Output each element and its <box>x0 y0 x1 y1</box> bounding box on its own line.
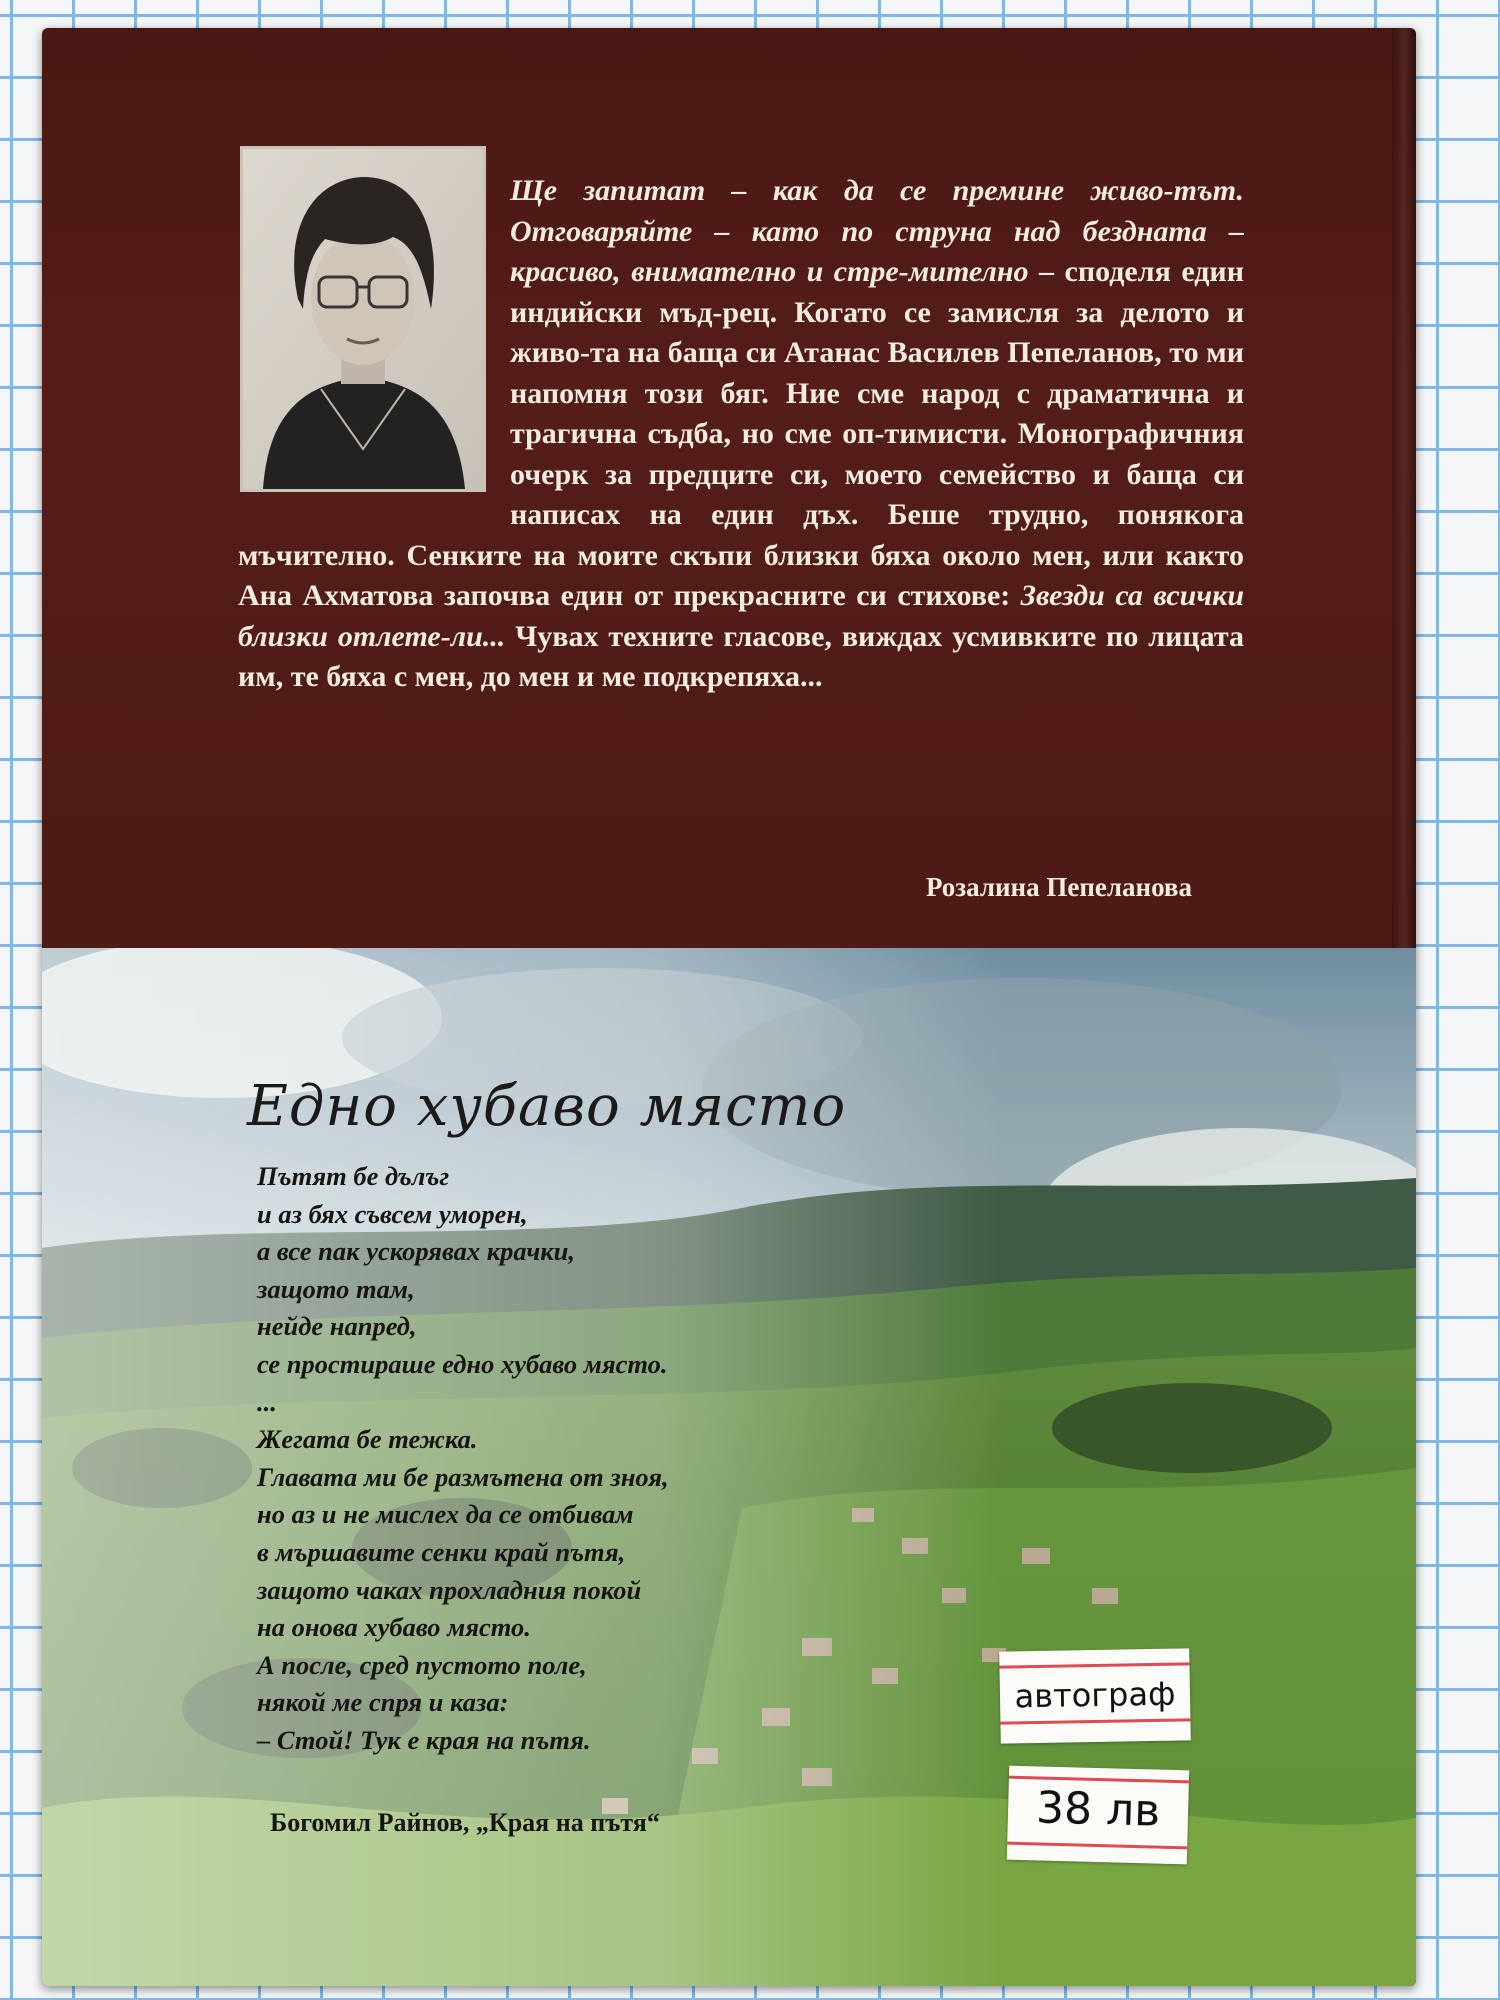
poem-line: се простираше едно хубаво място. <box>257 1348 668 1379</box>
quote-author: Розалина Пепеланова <box>925 872 1192 902</box>
poem-line: а все пак ускорявах крачки, <box>257 1236 576 1267</box>
sticker-red-line <box>999 1662 1189 1668</box>
poem-line: – Стой! Тук е края на пътя. <box>257 1724 591 1755</box>
poem-line: А после, сред пустото поле, <box>257 1649 587 1680</box>
poem-line: Главата ми бе размътена от зноя, <box>257 1461 669 1492</box>
poem-line: ... <box>257 1386 277 1417</box>
poem-line: и аз бях съвсем уморен, <box>257 1198 528 1229</box>
poem-line: на онова хубаво място. <box>257 1612 531 1643</box>
poem-line: в мършавите сенки край пътя, <box>257 1536 626 1567</box>
autograph-label: автограф <box>1014 1674 1176 1716</box>
quote-paragraph <box>238 171 1244 698</box>
cover-top-panel <box>42 28 1416 948</box>
poem-line: но аз и не мислех да се отбивам <box>257 1499 634 1530</box>
quote-italic-part: Ще запитат – как да се премине живо-тът. Отговаряйте – като по струна над бездната – красиво, внимателно и стре-мително <box>510 174 1244 288</box>
poem-line: защото чаках прохладния покой <box>257 1574 642 1605</box>
poem-title: Едно хубаво място <box>247 1074 847 1139</box>
poem-line: някой ме спря и каза: <box>257 1687 509 1718</box>
autograph-sticker <box>999 1648 1191 1743</box>
poem-credit: Богомил Райнов, „Края на пътя“ <box>270 1808 660 1837</box>
book-back-cover <box>42 28 1416 1986</box>
quote-text-ending: Чувах техните гласове, виждах усмивките по лицата им, те бяха с мен, до мен и ме подкрепяха... <box>238 619 1245 693</box>
poem-line: защото там, <box>257 1273 415 1304</box>
poem-text <box>257 1158 937 1760</box>
sticker-red-line <box>1007 1842 1187 1850</box>
sticker-red-line <box>1000 1718 1190 1724</box>
quote-poem-citation: Звезди са всички близки отлете-ли... <box>238 579 1245 653</box>
quote-text-part: – споделя един индийски мъд-рец. Когато се замисля за делото и живо-та на баща си Атанас Василев Пепеланов, то ми напомня този бяг. Ние сме народ с драматична и трагична съдба, но сме оп-тимисти. Монографичния очерк за предците си, моето семейство и баща си написах на един дъх. Беше трудно, понякога мъчително. Сенките на моите скъпи близки бяха около мен, или както Ана Ахматова започва един от прекрасните си стихове: <box>238 255 1244 612</box>
price-label: 38 лв <box>1035 1782 1161 1837</box>
poem-line: нейде напред, <box>257 1311 417 1342</box>
poem-line: Жегата бе тежка. <box>257 1424 478 1455</box>
price-sticker <box>1007 1766 1189 1865</box>
poem-line: Пътят бе дълъг <box>257 1161 450 1191</box>
cover-edge <box>1392 28 1416 948</box>
